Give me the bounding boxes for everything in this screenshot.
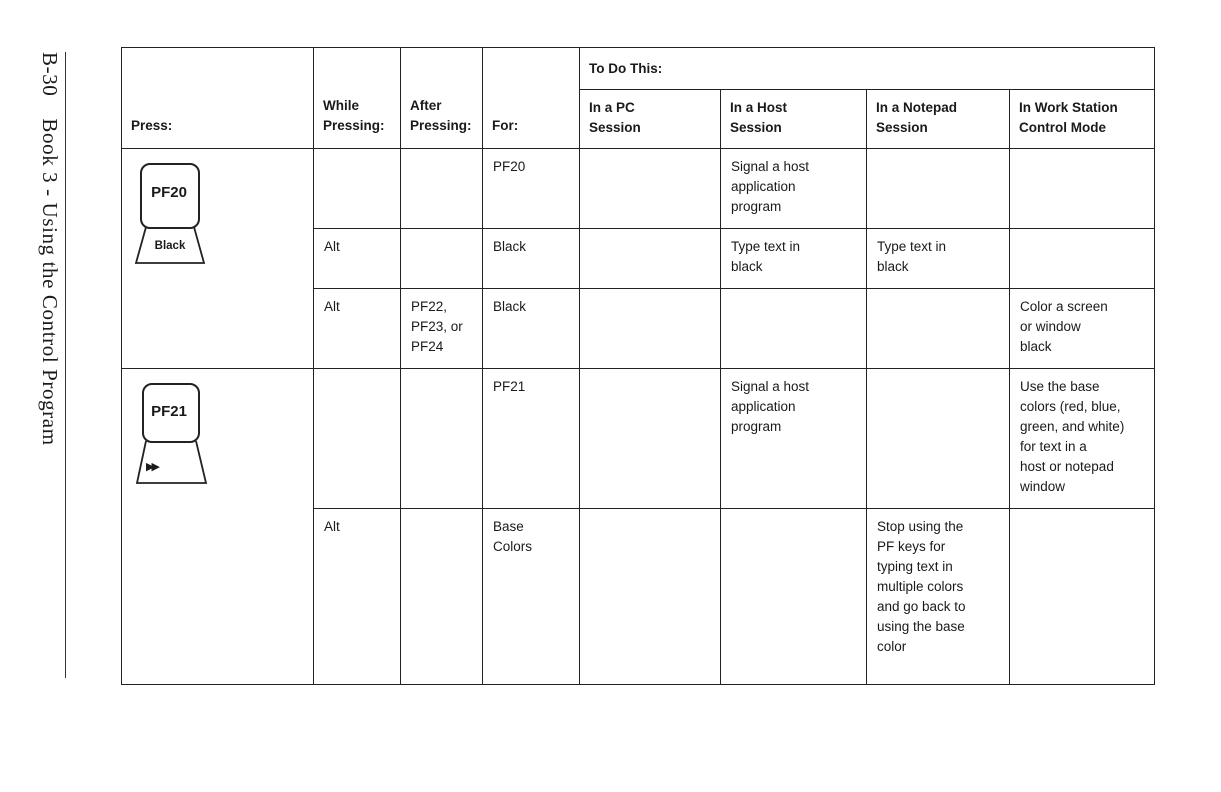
cell-workstation: [1010, 149, 1155, 229]
cell-after: [401, 369, 483, 509]
cell-while: [314, 149, 401, 229]
header-notepad-session: In a Notepad Session: [867, 90, 1010, 149]
table-row: [122, 369, 1155, 509]
header-after-pressing: After Pressing:: [401, 48, 483, 149]
cell-for: PF21: [483, 369, 580, 509]
key-cell-pf20: [122, 149, 314, 369]
cell-workstation: Color a screen or window black: [1010, 289, 1155, 369]
cell-for: Black: [483, 289, 580, 369]
running-header: [37, 52, 62, 446]
cell-host: [721, 509, 867, 685]
cell-host: [721, 289, 867, 369]
cell-notepad: Stop using the PF keys for typing text in multiple colors and go back to using the base color: [867, 509, 1010, 685]
cell-pc: [580, 509, 721, 685]
cell-pc: [580, 149, 721, 229]
header-rule: [65, 52, 66, 678]
cell-host: Type text in black: [721, 229, 867, 289]
cell-workstation: [1010, 229, 1155, 289]
cell-notepad: [867, 289, 1010, 369]
cell-after: [401, 229, 483, 289]
cell-notepad: [867, 369, 1010, 509]
keystroke-reference-table: [121, 47, 1155, 685]
running-title: Book 3 - Using the Control Program: [38, 118, 62, 446]
key-cell-pf21: [122, 369, 314, 685]
page-number: B-30: [38, 52, 62, 97]
header-host-session: In a Host Session: [721, 90, 867, 149]
pf21-key-icon: [132, 381, 208, 485]
cell-notepad: [867, 149, 1010, 229]
key-cap-label: PF20: [151, 184, 187, 201]
header-press: Press:: [122, 48, 314, 149]
key-front-label: Black: [154, 240, 186, 252]
fast-forward-icon: ▶▶: [146, 461, 157, 473]
header-row-top: [122, 48, 1155, 90]
cell-for: PF20: [483, 149, 580, 229]
cell-after: [401, 509, 483, 685]
header-pc-session: In a PC Session: [580, 90, 721, 149]
cell-while: Alt: [314, 229, 401, 289]
cell-pc: [580, 229, 721, 289]
cell-while: [314, 369, 401, 509]
side-header: [0, 0, 100, 792]
cell-after: [401, 149, 483, 229]
cell-workstation: Use the base colors (red, blue, green, and white) for text in a host or notepad window: [1010, 369, 1155, 509]
cell-pc: [580, 369, 721, 509]
table-row: [122, 149, 1155, 229]
key-cap-label: PF21: [151, 403, 187, 420]
cell-for: Base Colors: [483, 509, 580, 685]
cell-host: Signal a host application program: [721, 369, 867, 509]
cell-while: Alt: [314, 289, 401, 369]
cell-notepad: Type text in black: [867, 229, 1010, 289]
header-for: For:: [483, 48, 580, 149]
cell-while: Alt: [314, 509, 401, 685]
cell-for: Black: [483, 229, 580, 289]
cell-pc: [580, 289, 721, 369]
cell-host: Signal a host application program: [721, 149, 867, 229]
pf20-key-icon: [132, 161, 208, 265]
header-work-station: In Work Station Control Mode: [1010, 90, 1155, 149]
cell-workstation: [1010, 509, 1155, 685]
cell-after: PF22, PF23, or PF24: [401, 289, 483, 369]
header-to-do-this: To Do This:: [580, 48, 1155, 90]
header-while-pressing: While Pressing:: [314, 48, 401, 149]
